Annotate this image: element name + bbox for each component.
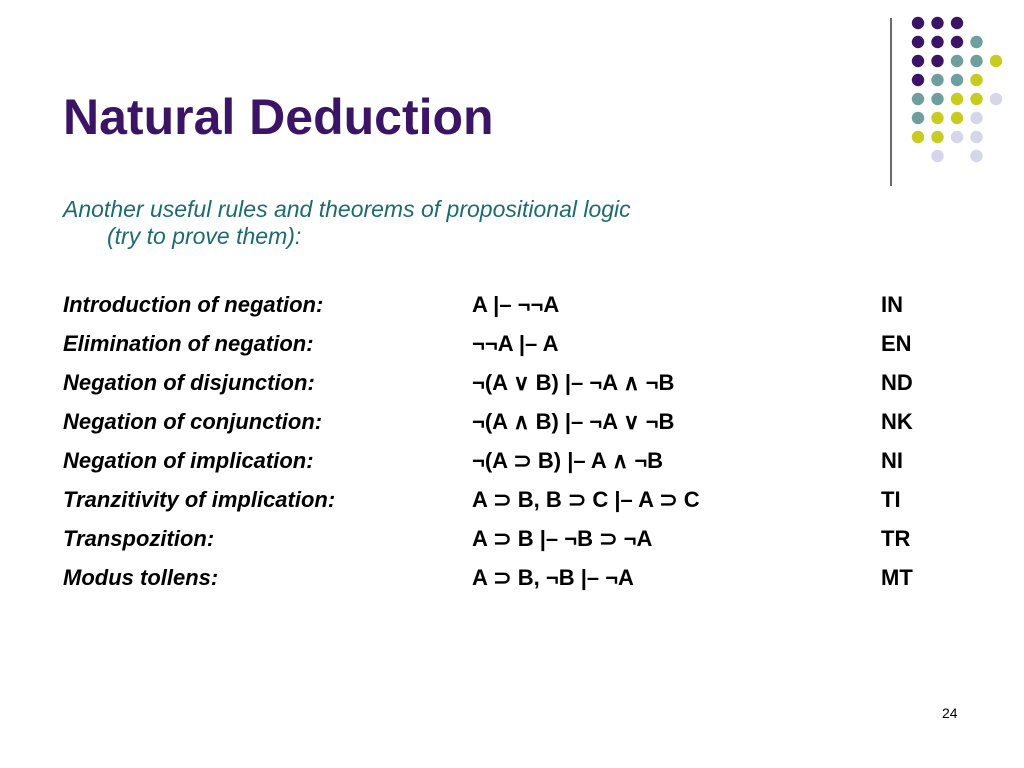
rule-name: Negation of disjunction: — [63, 370, 315, 395]
decorative-dot — [970, 150, 982, 162]
decorative-dot — [931, 150, 943, 162]
rule-code: TI — [881, 487, 901, 512]
slide-subtitle — [63, 196, 783, 250]
decorative-dot — [970, 112, 982, 124]
rules-list — [63, 290, 963, 602]
rule-row — [63, 368, 963, 407]
decorative-dot — [970, 55, 982, 67]
decorative-dot — [951, 17, 963, 29]
decorative-dot — [990, 55, 1002, 67]
page-number: 24 — [942, 705, 958, 721]
rule-code: NI — [881, 448, 903, 473]
rule-row — [63, 563, 963, 602]
decorative-dot — [990, 93, 1002, 105]
subtitle-line-2: (try to prove them): — [107, 223, 302, 249]
decorative-dot — [912, 131, 924, 143]
rule-formula: ¬(A ∨ B) |– ¬A ∧ ¬B — [472, 370, 675, 395]
decorative-dot — [931, 74, 943, 86]
slide-title: Natural Deduction — [63, 89, 494, 145]
rule-name: Negation of implication: — [63, 448, 314, 473]
decorative-dot — [970, 36, 982, 48]
rule-formula: ¬(A ∧ B) |– ¬A ∨ ¬B — [472, 409, 675, 434]
rule-code: MT — [881, 565, 913, 590]
rule-code: EN — [881, 331, 912, 356]
decorative-dot — [931, 36, 943, 48]
decorative-dot — [931, 112, 943, 124]
decorative-dot — [931, 55, 943, 67]
decorative-dot — [970, 74, 982, 86]
decorative-dot — [912, 112, 924, 124]
rule-formula: A ⊃ B, ¬B |– ¬A — [472, 565, 634, 590]
decorative-dot — [970, 131, 982, 143]
rule-row — [63, 485, 963, 524]
decorative-dot — [912, 74, 924, 86]
decorative-dot — [912, 55, 924, 67]
decorative-dot — [912, 36, 924, 48]
rule-formula: A ⊃ B, B ⊃ C |– A ⊃ C — [472, 487, 700, 512]
rule-code: NK — [881, 409, 913, 434]
decorative-dot — [931, 17, 943, 29]
rule-name: Elimination of negation: — [63, 331, 314, 356]
decorative-dot — [951, 36, 963, 48]
decorative-dot — [951, 55, 963, 67]
decorative-dot — [912, 93, 924, 105]
rule-row — [63, 407, 963, 446]
rule-name: Negation of conjunction: — [63, 409, 323, 434]
rule-row — [63, 446, 963, 485]
decorative-divider-line — [890, 18, 892, 186]
rule-row — [63, 329, 963, 368]
rule-name: Tranzitivity of implication: — [63, 487, 336, 512]
rule-code: TR — [881, 526, 911, 551]
rule-code: IN — [881, 292, 903, 317]
rule-formula: A ⊃ B |– ¬B ⊃ ¬A — [472, 526, 653, 551]
rule-formula: ¬¬A |– A — [472, 331, 559, 356]
decorative-dot — [931, 93, 943, 105]
decorative-dot — [912, 17, 924, 29]
decorative-dot — [970, 93, 982, 105]
rule-formula: A |– ¬¬A — [472, 292, 560, 317]
rule-name: Transpozition: — [63, 526, 215, 551]
decorative-dot — [951, 112, 963, 124]
decorative-dot — [931, 131, 943, 143]
decorative-dot — [951, 74, 963, 86]
decorative-dot — [951, 131, 963, 143]
decorative-dot — [951, 93, 963, 105]
subtitle-line-1: Another useful rules and theorems of propositional logic — [63, 196, 631, 222]
rule-name: Introduction of negation: — [63, 292, 324, 317]
rule-row — [63, 524, 963, 563]
rule-name: Modus tollens: — [63, 565, 219, 590]
rule-row — [63, 290, 963, 329]
rule-code: ND — [881, 370, 913, 395]
rule-formula: ¬(A ⊃ B) |– A ∧ ¬B — [472, 448, 664, 473]
